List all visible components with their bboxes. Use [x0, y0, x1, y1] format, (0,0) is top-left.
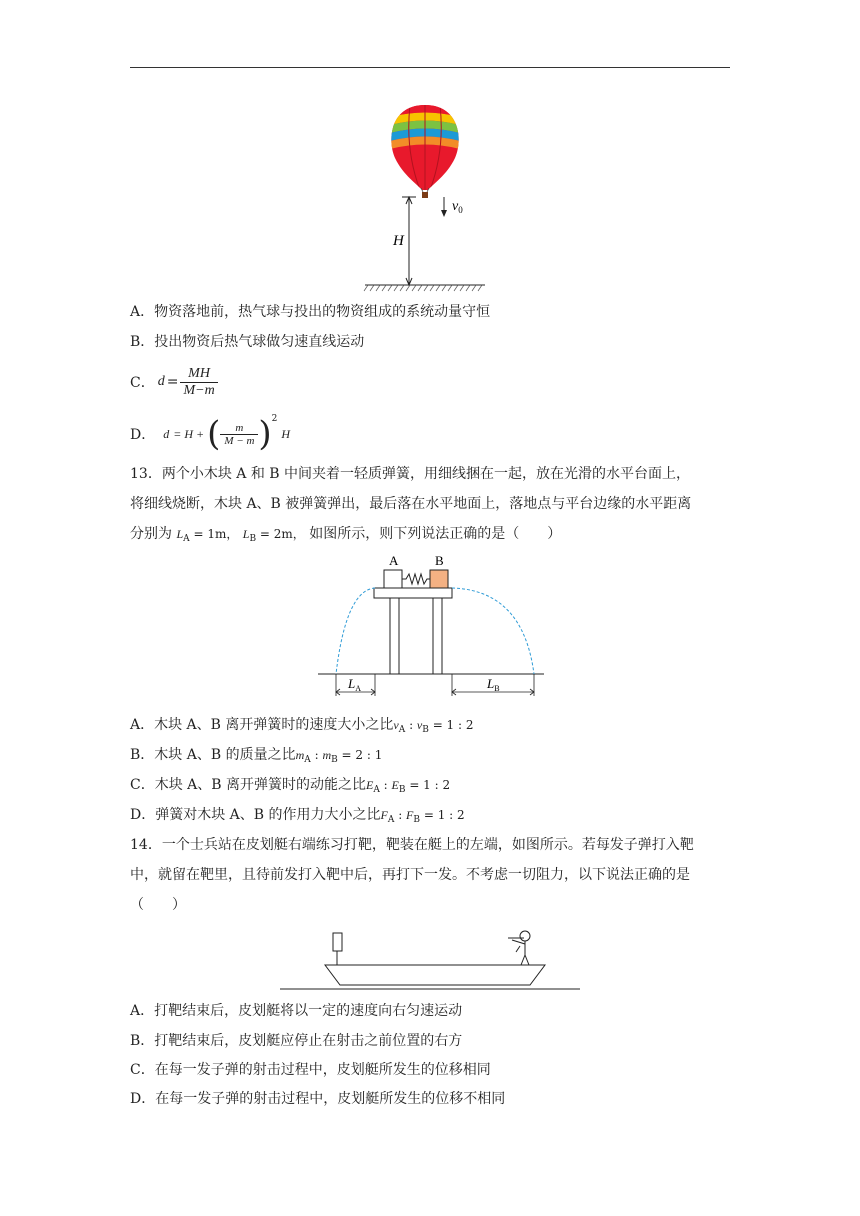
label-b: B: [435, 553, 444, 568]
trajectory-a: [336, 588, 375, 674]
q14-option-d: D．在每一发子弹的射击过程中，皮划艇所发生的位移不相同: [130, 1091, 506, 1107]
q12-option-b: B．投出物资后热气球做匀速直线运动: [130, 334, 365, 350]
q14-stem-line-1: 14．一个士兵站在皮划艇右端练习打靶，靶装在艇上的左端，如图所示。若每发子弹打入靶: [130, 837, 694, 853]
label-a: A: [389, 553, 399, 568]
boat-hull: [325, 965, 545, 985]
q14-stem-line-3: （ ）: [130, 897, 186, 913]
header-rule: [130, 67, 730, 68]
q13-option-c: C．木块 A、B 离开弹簧时的动能之比$E_A$ : $E_B = 1$ : 2: [130, 777, 451, 795]
block-a: [384, 570, 402, 588]
spring-icon: [402, 574, 430, 584]
q13-stem-line-2: 将细线烧断，木块 A、B 被弹簧弹出，最后落在水平地面上，落地点与平台边缘的水平距离: [130, 496, 692, 512]
q13-option-b: B．木块 A、B 的质量之比$m_A$ : $m_B = 2$ : 1: [130, 747, 383, 765]
q13-option-d: D．弹簧对木块 A、B 的作用力大小之比$F_A$ : $F_B = 1$ : 2: [130, 807, 465, 825]
v0-label: $v_0$: [452, 199, 463, 215]
q13-option-a: A．木块 A、B 离开弹簧时的速度大小之比$v_A$ : $v_B = 1$ : 2: [130, 717, 474, 735]
q13-stem-line-3: 分别为 $L_A = 1m$， $L_B = 2m$， 如图所示，则下列说法正确的是（ ）: [130, 526, 562, 544]
q12-option-c: C． d = $\frac{MH}{M-m}$: [130, 360, 218, 404]
basket-icon: [422, 192, 428, 198]
q13-stem-line-1: 13．两个小木块 A 和 B 中间夹着一轻质弹簧，用细线捆在一起，放在光滑的水平台面上，: [130, 466, 691, 482]
fraction: m M − m: [220, 422, 258, 447]
h-label: H: [393, 233, 404, 249]
q14-option-a: A．打靶结束后，皮划艇将以一定的速度向右匀速运动: [130, 1003, 463, 1019]
table-leg-right: [433, 598, 442, 674]
q14-stem-line-2: 中，就留在靶里，且待前发打入靶中后，再打下一发。不考虑一切阻力，以下说法正确的是: [130, 867, 690, 883]
balloon-envelope-icon: [380, 100, 470, 200]
spring-blocks-figure: [318, 550, 544, 698]
ground-hatch: [364, 285, 482, 291]
la-label: $L_A$: [348, 676, 362, 693]
soldier-icon: [508, 931, 530, 965]
table-leg-left: [390, 598, 399, 674]
q14-option-b: B．打靶结束后，皮划艇应停止在射击之前位置的右方: [130, 1033, 463, 1049]
fraction: $\frac{MH}{M-m}$: [180, 366, 217, 399]
table-top: [374, 588, 452, 598]
trajectory-b: [452, 588, 534, 674]
target-icon: [333, 933, 342, 951]
block-b: [430, 570, 448, 588]
balloon-figure: [360, 100, 490, 295]
boat-figure: [280, 925, 580, 993]
q12-option-a: A．物资落地前，热气球与投出的物资组成的系统动量守恒: [130, 304, 491, 320]
q12-option-d: D． d = H + ( m M − m ) 2 H: [130, 414, 291, 454]
q14-option-c: C．在每一发子弹的射击过程中，皮划艇所发生的位移相同: [130, 1062, 491, 1078]
lb-label: $L_B$: [487, 676, 500, 693]
